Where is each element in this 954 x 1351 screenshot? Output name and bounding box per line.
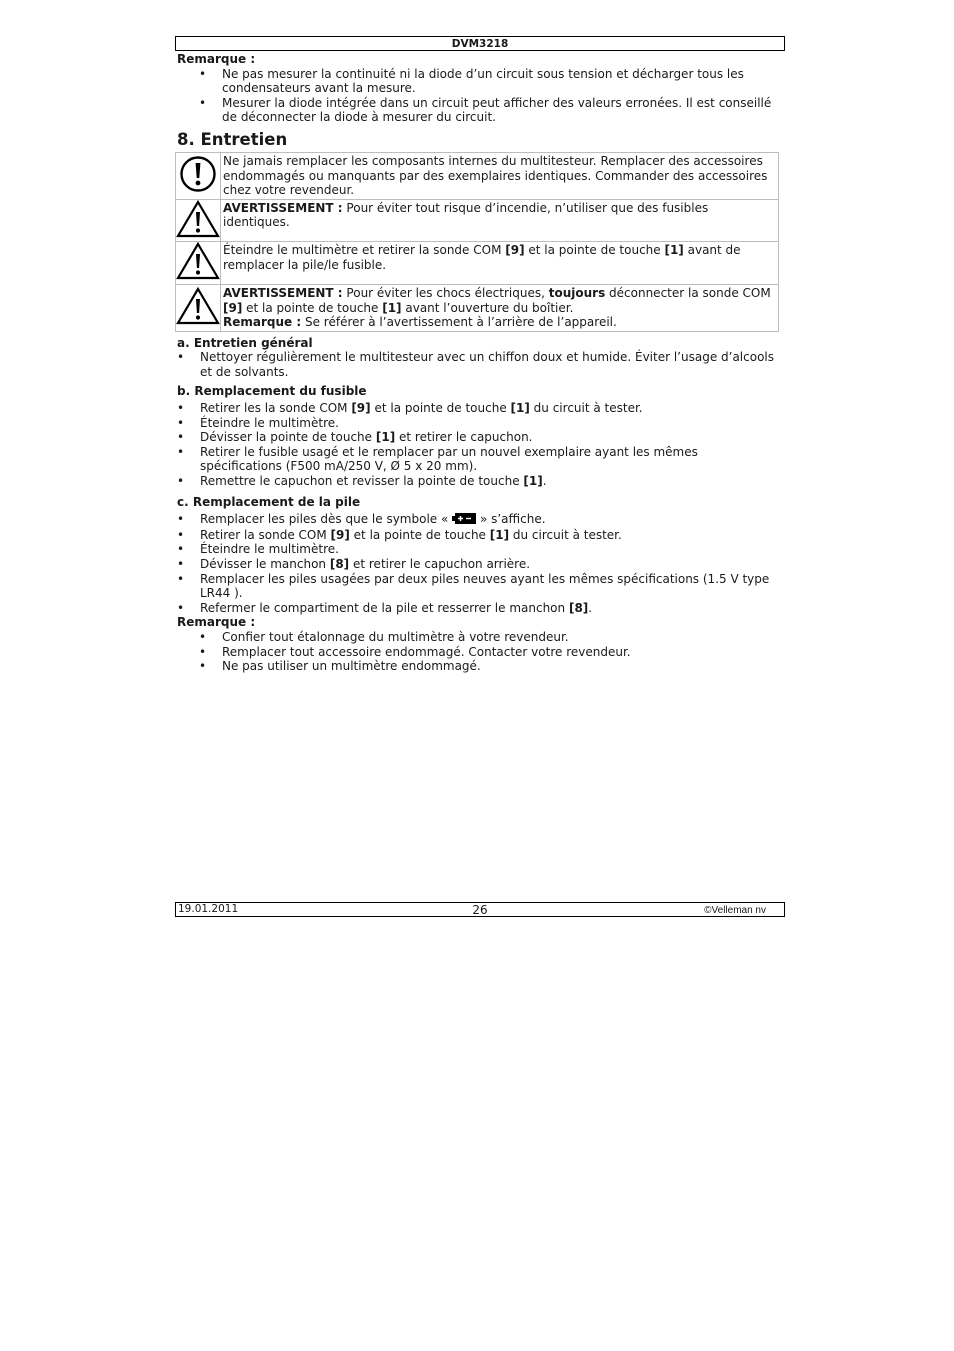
ref-label: [9]	[505, 243, 525, 258]
list-item	[177, 528, 782, 543]
warning-triangle-icon	[176, 284, 221, 331]
ref-label: [8]	[568, 600, 589, 615]
text-run: déconnecter la sonde COM	[605, 285, 771, 300]
text-run: et la pointe de touche	[524, 243, 665, 258]
text-run: et la pointe de touche	[242, 300, 383, 315]
ref-label: [1]	[523, 474, 543, 489]
list-item: • Nettoyer régulièrement le multitesteur avec un chiffon doux et humide. Éviter l’usage d’alcools et de solvants.	[177, 350, 782, 379]
battery-list	[177, 512, 782, 615]
text-run: Dévisser le manchon	[200, 557, 330, 572]
warning-triangle-icon	[176, 199, 221, 242]
warning-text	[221, 199, 779, 242]
list-item: • Remplacer les piles usagées par deux piles neuves ayant les mêmes spécifications (1.5 V type LR44 ).	[177, 572, 782, 601]
text-run: Retirer la sonde COM	[200, 527, 331, 542]
page-footer	[175, 902, 785, 917]
section-title: 8. Entretien	[177, 129, 288, 149]
remark-list	[177, 67, 782, 125]
list-item: • Mesurer la diode intégrée dans un circuit peut afficher des valeurs erronées. Il est conseillé de déconnecter la diode à mesurer du circuit.	[177, 96, 782, 125]
subsection-title: b. Remplacement du fusible	[177, 383, 367, 398]
warning-row	[176, 284, 779, 331]
warning-label: AVERTISSEMENT :	[223, 200, 343, 215]
list-item: • Éteindre le multimètre.	[177, 416, 782, 431]
exclamation-circle-icon	[176, 152, 221, 199]
warning-table	[175, 152, 779, 332]
remark-title: Remarque :	[177, 615, 256, 630]
text-run: avant l’ouverture du boîtier.	[401, 300, 574, 315]
text-run: Dévisser la pointe de touche	[200, 430, 376, 445]
remark-title: Remarque :	[177, 52, 256, 66]
text-run: .	[542, 474, 547, 489]
fuse-list	[177, 401, 782, 489]
ref-label: [1]	[664, 243, 684, 258]
text-run: Refermer le compartiment de la pile et resserrer le manchon	[200, 600, 569, 615]
note-label: Remarque :	[223, 315, 302, 330]
text-run: avant de remplacer la pile/le fusible.	[223, 243, 741, 272]
ref-label: [9]	[223, 300, 243, 315]
ref-label: [1]	[382, 300, 402, 315]
text-run: du circuit à tester.	[509, 527, 622, 542]
warning-body: Pour éviter tout risque d’incendie, n’utiliser que des fusibles identiques.	[223, 200, 709, 230]
warning-text	[221, 284, 779, 331]
text-run: et la pointe de touche	[349, 527, 490, 542]
ref-label: [8]	[329, 557, 350, 572]
list-item	[177, 401, 782, 416]
list-item: • Confier tout étalonnage du multimètre à votre revendeur.	[177, 630, 782, 645]
page-header	[175, 36, 785, 51]
warning-row	[176, 242, 779, 285]
battery-low-icon	[452, 513, 476, 528]
subsection-title: c. Remplacement de la pile	[177, 494, 361, 509]
text-run: Pour éviter les chocs électriques,	[342, 285, 549, 300]
text-run: et retirer le capuchon arrière.	[349, 557, 531, 572]
warning-text: Ne jamais remplacer les composants internes du multitesteur. Remplacer des accessoires endommagés ou manquants par des exemplaires identiques. Commander des accessoires chez votre revendeur.	[221, 152, 779, 199]
list-item	[177, 474, 782, 489]
text-run: .	[588, 600, 593, 615]
text-run: » s’affiche.	[476, 512, 546, 527]
page-number: 26	[472, 903, 488, 917]
list-item	[177, 557, 782, 572]
text-run: et la pointe de touche	[370, 401, 511, 416]
model-name: DVM3218	[451, 38, 509, 50]
page-content	[177, 52, 782, 674]
subsection-title: a. Entretien général	[177, 335, 313, 350]
remark-list	[177, 630, 782, 674]
list-item: • Éteindre le multimètre.	[177, 542, 782, 557]
ref-label: [1]	[375, 430, 396, 445]
list-item	[177, 601, 782, 616]
list-item	[177, 430, 782, 445]
ref-label: [9]	[351, 401, 371, 416]
ref-label: [9]	[330, 527, 350, 542]
warning-label: AVERTISSEMENT :	[223, 285, 343, 300]
list-item: • Remplacer tout accessoire endommagé. Contacter votre revendeur.	[177, 645, 782, 660]
warning-row	[176, 199, 779, 242]
footer-date: 19.01.2011	[178, 903, 239, 915]
list-item: • Ne pas mesurer la continuité ni la diode d’un circuit sous tension et décharger tous les condensateurs avant la mesure.	[177, 67, 782, 96]
warning-triangle-icon	[176, 242, 221, 285]
list-item: • Ne pas utiliser un multimètre endommagé.	[177, 659, 782, 674]
footer-copyright: ©Velleman nv	[704, 905, 766, 916]
ref-label: [1]	[510, 401, 530, 416]
general-list	[177, 350, 782, 379]
list-item: • Retirer le fusible usagé et le remplacer par un nouvel exemplaire ayant les mêmes spécifications (F500 mA/250 V, Ø 5 x 20 mm).	[177, 445, 782, 474]
warning-text	[221, 242, 779, 285]
list-item	[177, 512, 782, 528]
text-run: Remplacer les piles dès que le symbole «	[200, 512, 453, 527]
text-run: du circuit à tester.	[529, 401, 643, 416]
warning-row	[176, 152, 779, 199]
text-run: Se référer à l’avertissement à l’arrière de l’appareil.	[301, 315, 617, 330]
text-run: Retirer les la sonde COM	[200, 401, 352, 416]
text-run: et retirer le capuchon.	[395, 430, 533, 445]
text-run: Remettre le capuchon et revisser la pointe de touche	[200, 474, 524, 489]
emphasis: toujours	[548, 285, 606, 300]
text-run: Éteindre le multimètre et retirer la sonde COM	[223, 243, 506, 258]
ref-label: [1]	[489, 527, 510, 542]
